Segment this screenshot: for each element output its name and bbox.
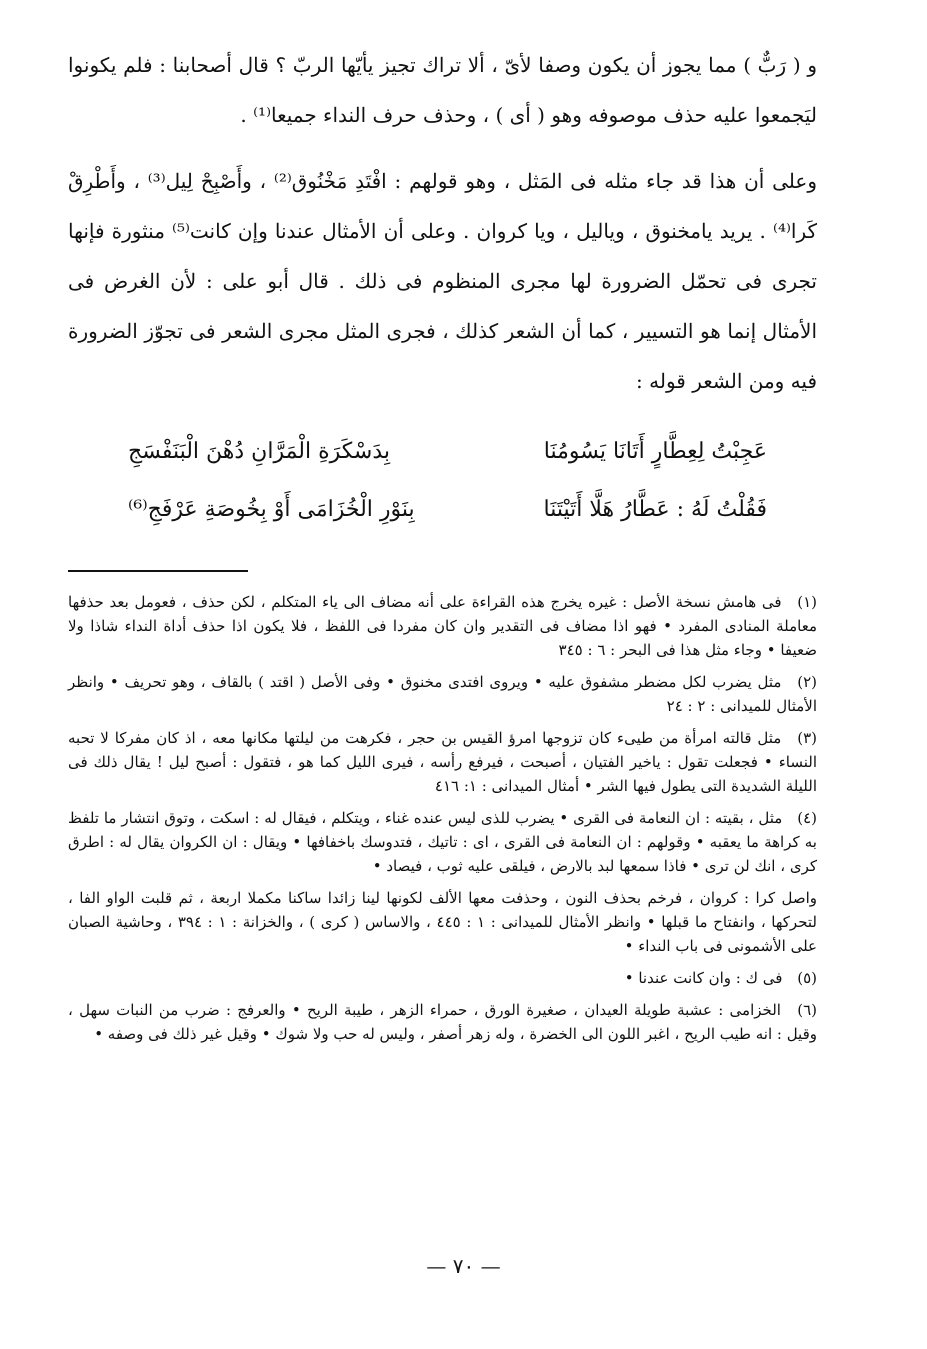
footnote-5 bbox=[68, 966, 817, 990]
footnote-text: الخزامى : عشبة طويلة العيدان ، صغيرة الورق ، حمراء الزهر ، طيبة الريح • والعرفج : ضرب من النبات سهل ، وقيل : انه طيب الريح ، اغبر اللون الى الخضرة ، وله زهر أصفر ، وليس له حب ولا شوك • وقيل غير ذلك فى وصفه • bbox=[68, 1001, 817, 1043]
footnote-2 bbox=[68, 670, 817, 718]
footnotes bbox=[68, 590, 817, 1046]
footnote-4 bbox=[68, 806, 817, 878]
footnote-number: (٤) bbox=[797, 809, 817, 827]
main-paragraph-1: و ( رَبٌّ ) مما يجوز أن يكون وصفا لأىّ ، ألا تراك تجيز يأيّها الربّ ؟ قال أصحابنا : فلم يكونوا ليَجمعوا عليه حذف موصوفه وهو ( أى ) ، وحذف حرف النداء جميعا⁽¹⁾ . bbox=[68, 53, 817, 127]
footnote-text: واصل كرا : كروان ، فرخم بحذف النون ، وحذفت معها الألف لكونها لينا زائدا ساكنا مكملا اربعة ، ثم قلبت الواو الفا ، لتحركها ، وانفتاح ما قبلها • وانظر الأمثال للميدانى : ١ : ٤٤٥ ، والاساس ( كرى ) ، والخزانة : ١ : ٣٩٤ ، وحاشية الصبان على الأشمونى فى باب النداء • bbox=[68, 889, 817, 955]
footnote-text: مثل قالته امرأة من طيىء كان تزوجها امرؤ القيس بن حجر ، فكرهت من ليلتها مكانها معه ، اذ كان مفركا لا تحبه النساء • فجعلت تقول : ياخير الفتيان ، أصبحت ، فيرفع رأسه ، فيرى الليل كما هو ، فتقول : أصبح ليل ! يقال ذلك فى الليلة الشديدة التى يطول فيها الشر • أمثال الميدانى : ١: ٤١٦ bbox=[68, 729, 817, 795]
footnote-text: فى ك : وان كانت عندنا • bbox=[624, 969, 783, 987]
footnote-text: مثل ، بقيته : ان النعامة فى القرى • يضرب للذى ليس عنده غناء ، ويتكلم ، فيقال له : اسكت ، وتوق انتشار ما تلفظ به كراهة ما يعقبه • وقولهم : ان النعامة فى القرى ، اى : تاتيك ، فتدوسك باخفافها • ويقال : ان الكروان يقال له : اطرق كرى ، انك لن ترى • فاذا سمعها لبد بالارض ، فيلقى عليه ثوب ، فيصاد • bbox=[68, 809, 817, 875]
verse-2 bbox=[68, 486, 817, 534]
page-number: — ٧٠ — bbox=[426, 1254, 501, 1278]
main-paragraph-2: وعلى أن هذا قد جاء مثله فى المَثل ، وهو قولهم : افْتَدِ مَخْنُوق⁽²⁾ ، وأَصْبِحْ لِيل⁽³⁾ ، وأَطْرِقْ كَرا⁽⁴⁾ . يريد يامخنوق ، وياليل ، ويا كروان . وعلى أن الأمثال عندنا وإن كانت⁽⁵⁾ منثورة فإنها تجرى فى تحمّل الضرورة لها مجرى المنظوم فى ذلك . قال أبو على : لأن الغرض فى الأمثال إنما هو التسيير ، كما أن الشعر كذلك ، فجرى المثل مجرى الشعر فى تجوّز الضرورة فيه ومن الشعر قوله : bbox=[68, 169, 817, 393]
verse-2-second-hemistich: بِنَوْرِ الْخُزَامَى أَوْ بِخُوصَةِ عَرْفَجِ⁽⁶⁾ bbox=[128, 497, 415, 522]
footnote-number: (٢) bbox=[797, 673, 817, 691]
verse-2-first-hemistich: فَقُلْتُ لَهُ : عَطَّارُ هَلَّا أَتَيْتَنَا bbox=[543, 497, 767, 522]
footnote-number: (١) bbox=[797, 593, 817, 611]
footnote-4-continuation bbox=[68, 886, 817, 958]
footnote-number: (٥) bbox=[797, 969, 817, 987]
poem-verses bbox=[68, 428, 817, 534]
footnote-text: فى هامش نسخة الأصل : غيره يخرج هذه القراءة على أنه مضاف الى ياء المتكلم ، لكن حذف ، فعومل بعد حذفها معاملة المنادى المفرد • فهو اذا مضاف فى التقدير وان كان مفردا فى اللفظ ، فلا يكون اذا حذف أداة النداء شاذا ولا ضعيفا • وجاء مثل هذا فى البحر : ٦ : ٣٤٥ bbox=[68, 593, 817, 659]
footnote-number: (٣) bbox=[797, 729, 817, 747]
verse-1-first-hemistich: عَجِبْتُ لِعِطَّارٍ أَتَانَا يَسُومُنَا bbox=[543, 439, 767, 464]
verse-1-second-hemistich: بِدَسْكَرَةِ الْمَرَّانِ دُهْنَ الْبَنَفْسَجِ bbox=[128, 439, 391, 464]
footnote-3 bbox=[68, 726, 817, 798]
footnote-text: مثل يضرب لكل مضطر مشفوق عليه • ويروى افتدى مخنوق • وفى الأصل ( اقتد ) بالقاف ، وهو تحريف • وانظر الأمثال للميدانى : ٢ : ٢٤ bbox=[68, 673, 817, 715]
footnote-6 bbox=[68, 998, 817, 1046]
footnote-number: (٦) bbox=[797, 1001, 817, 1019]
footnote-separator bbox=[68, 570, 248, 572]
footnote-1 bbox=[68, 590, 817, 662]
verse-1 bbox=[68, 428, 817, 476]
